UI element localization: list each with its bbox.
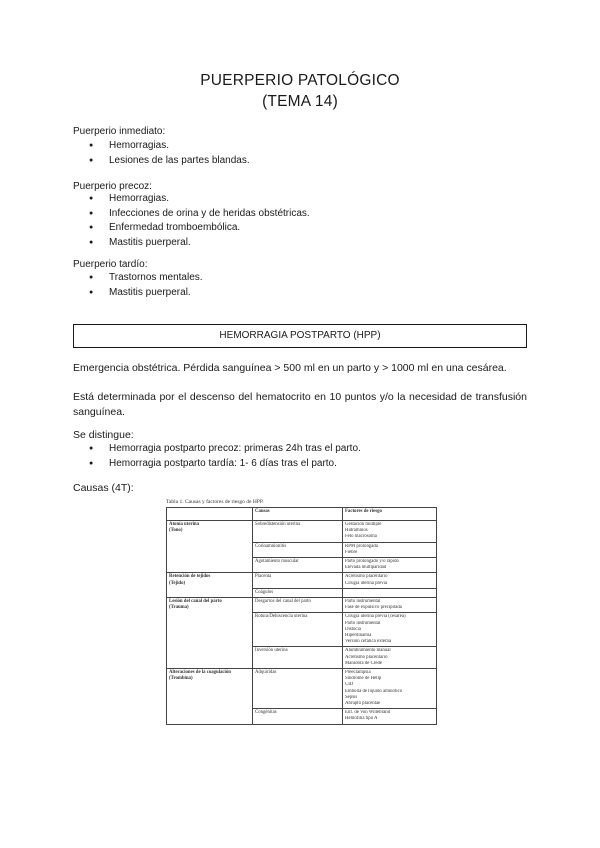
hpp-section-header: HEMORRAGIA POSTPARTO (HPP) — [73, 324, 527, 348]
risk-factor: Gestación múltiple — [345, 522, 382, 527]
cause-cell: Inversión uterina — [253, 647, 343, 669]
section-heading-tardio: Puerperio tardío: — [73, 259, 148, 270]
table-header-cell: Factores de riesgo — [343, 508, 437, 521]
risk-factor: RPM prolongada — [345, 543, 378, 549]
section-heading-precoz: Puerperio precoz: — [73, 181, 152, 192]
risk-factor: Cirugía uterina previa — [345, 580, 388, 586]
risk-factor: Cirugía uterina previa (cesárea) — [345, 614, 406, 620]
risk-factor: Elevada multiparidad — [345, 565, 387, 571]
cause-category-line: Alteraciones de la coagulación — [169, 670, 231, 676]
risk-factor: Distocia — [345, 626, 361, 632]
risk-factor: Preeclampsia — [345, 670, 371, 676]
risk-factor: Parto instrumental — [345, 599, 381, 605]
list-hpp-tipos — [73, 442, 361, 471]
risk-factors-cell — [343, 709, 437, 724]
risk-factor: Abrupto placentae — [345, 701, 381, 707]
list-item: ● Lesiones de las partes blandas. — [73, 154, 250, 169]
cause-cell: Congénitas — [253, 709, 343, 724]
risk-factor: Sepsis — [345, 694, 358, 700]
risk-factors-cell — [343, 558, 437, 573]
risk-factor: Maniobra de Credé — [345, 660, 383, 666]
cause-cell: Coágulos — [253, 588, 343, 597]
list-item: ● Hemorragia postparto precoz: primeras 24h tras el parto. — [73, 442, 361, 457]
table-row — [167, 521, 437, 543]
risk-factor: Parto instrumental — [345, 620, 381, 626]
risk-factor: Enf. de Von Willebrand — [345, 710, 391, 716]
table-row — [167, 573, 437, 588]
causes-table — [166, 507, 437, 725]
table-row — [167, 598, 437, 613]
risk-factor: CID — [345, 682, 354, 688]
list-item: ● Mastitis puerperal. — [73, 236, 310, 251]
risk-factors-cell — [343, 573, 437, 588]
risk-factor: Embolia de líquido amniótico — [345, 688, 403, 694]
risk-factors-cell — [343, 598, 437, 613]
list-tardio — [73, 271, 203, 300]
table-body — [167, 521, 437, 725]
table-caption: Tabla 1. Causas y factores de riesgo de HPP. — [166, 499, 264, 505]
list-inmediato — [73, 139, 250, 168]
cause-category-line: (Tejido) — [169, 580, 186, 586]
risk-factor: Hiperdinamia — [345, 633, 372, 639]
document-subtitle: (TEMA 14) — [262, 93, 338, 110]
risk-factors-cell — [343, 542, 437, 557]
cause-cell: Corioamnionitis — [253, 542, 343, 557]
table-header-row — [167, 508, 437, 521]
list-item: ● Mastitis puerperal. — [73, 286, 203, 301]
risk-factor: Parto prolongado y/o rápido — [345, 559, 399, 565]
list-item: ● Hemorragias. — [73, 139, 250, 154]
causes-table-figure — [166, 497, 436, 757]
cause-cell: Desgarros del canal del parto — [253, 598, 343, 613]
cause-category-line: (Tono) — [169, 528, 183, 534]
cause-category-cell — [167, 669, 253, 725]
risk-factor: Alumbramiento manual — [345, 648, 391, 654]
cause-category-line: (Trauma) — [169, 605, 189, 611]
list-item: ● Infecciones de orina y de heridas obstétricas. — [73, 207, 310, 222]
hpp-hematocrito: Está determinada por el descenso del hematocrito en 10 puntos y/o la necesidad de transfusión sanguínea. — [73, 391, 527, 418]
document-title: PUERPERIO PATOLÓGICO — [200, 72, 400, 89]
risk-factors-cell — [343, 521, 437, 543]
cause-cell: Agotamiento muscular — [253, 558, 343, 573]
list-item: ● Hemorragia postparto tardía: 1- 6 días tras el parto. — [73, 457, 361, 472]
risk-factors-cell — [343, 588, 437, 597]
hpp-definition: Emergencia obstétrica. Pérdida sanguínea > 500 ml en un parto y > 1000 ml en una cesárea. — [73, 362, 507, 374]
cause-category-cell — [167, 573, 253, 598]
cause-cell: Sobredistensión uterina — [253, 521, 343, 543]
section-heading-inmediato: Puerperio inmediato: — [73, 126, 166, 137]
risk-factor: Acretismo placentario — [345, 574, 388, 580]
cause-category-cell — [167, 521, 253, 573]
table-header-cell: Causas — [253, 508, 343, 521]
risk-factors-cell — [343, 613, 437, 647]
cause-category-cell — [167, 598, 253, 669]
cause-cell: Adquiridas — [253, 669, 343, 709]
risk-factor: Hidramnios — [345, 528, 368, 534]
risk-factors-cell — [343, 669, 437, 709]
cause-category-line: Lesión del canal del parto — [169, 599, 222, 605]
risk-factors-cell — [343, 647, 437, 669]
list-item: ● Enfermedad tromboembólica. — [73, 221, 310, 236]
cause-cell: Rotura/Dehiscencia uterina — [253, 613, 343, 647]
risk-factor: Feto macrosoma — [345, 534, 377, 540]
hpp-causas-heading: Causas (4T): — [73, 482, 134, 494]
risk-factor: Fase de expulsivo precipitada — [345, 605, 402, 611]
table-row — [167, 669, 437, 709]
risk-factor: Hemofilia tipo A — [345, 716, 378, 722]
list-item: ● Trastornos mentales. — [73, 271, 203, 286]
list-item: ● Hemorragias. — [73, 192, 310, 207]
risk-factor: Versión cefálica externa — [345, 639, 392, 645]
table-header-cell — [167, 508, 253, 521]
cause-category-line: Atonía uterina — [169, 522, 199, 527]
cause-category-line: Retención de tejidos — [169, 574, 211, 580]
hpp-distingue: Se distingue: — [73, 429, 134, 441]
risk-factor: Fiebre — [345, 549, 358, 555]
cause-category-line: (Trombina) — [169, 676, 193, 682]
list-precoz — [73, 192, 310, 250]
risk-factor: Síndrome de Hellp — [345, 676, 382, 682]
cause-cell: Placenta — [253, 573, 343, 588]
risk-factor: Acretismo placentario — [345, 654, 388, 660]
